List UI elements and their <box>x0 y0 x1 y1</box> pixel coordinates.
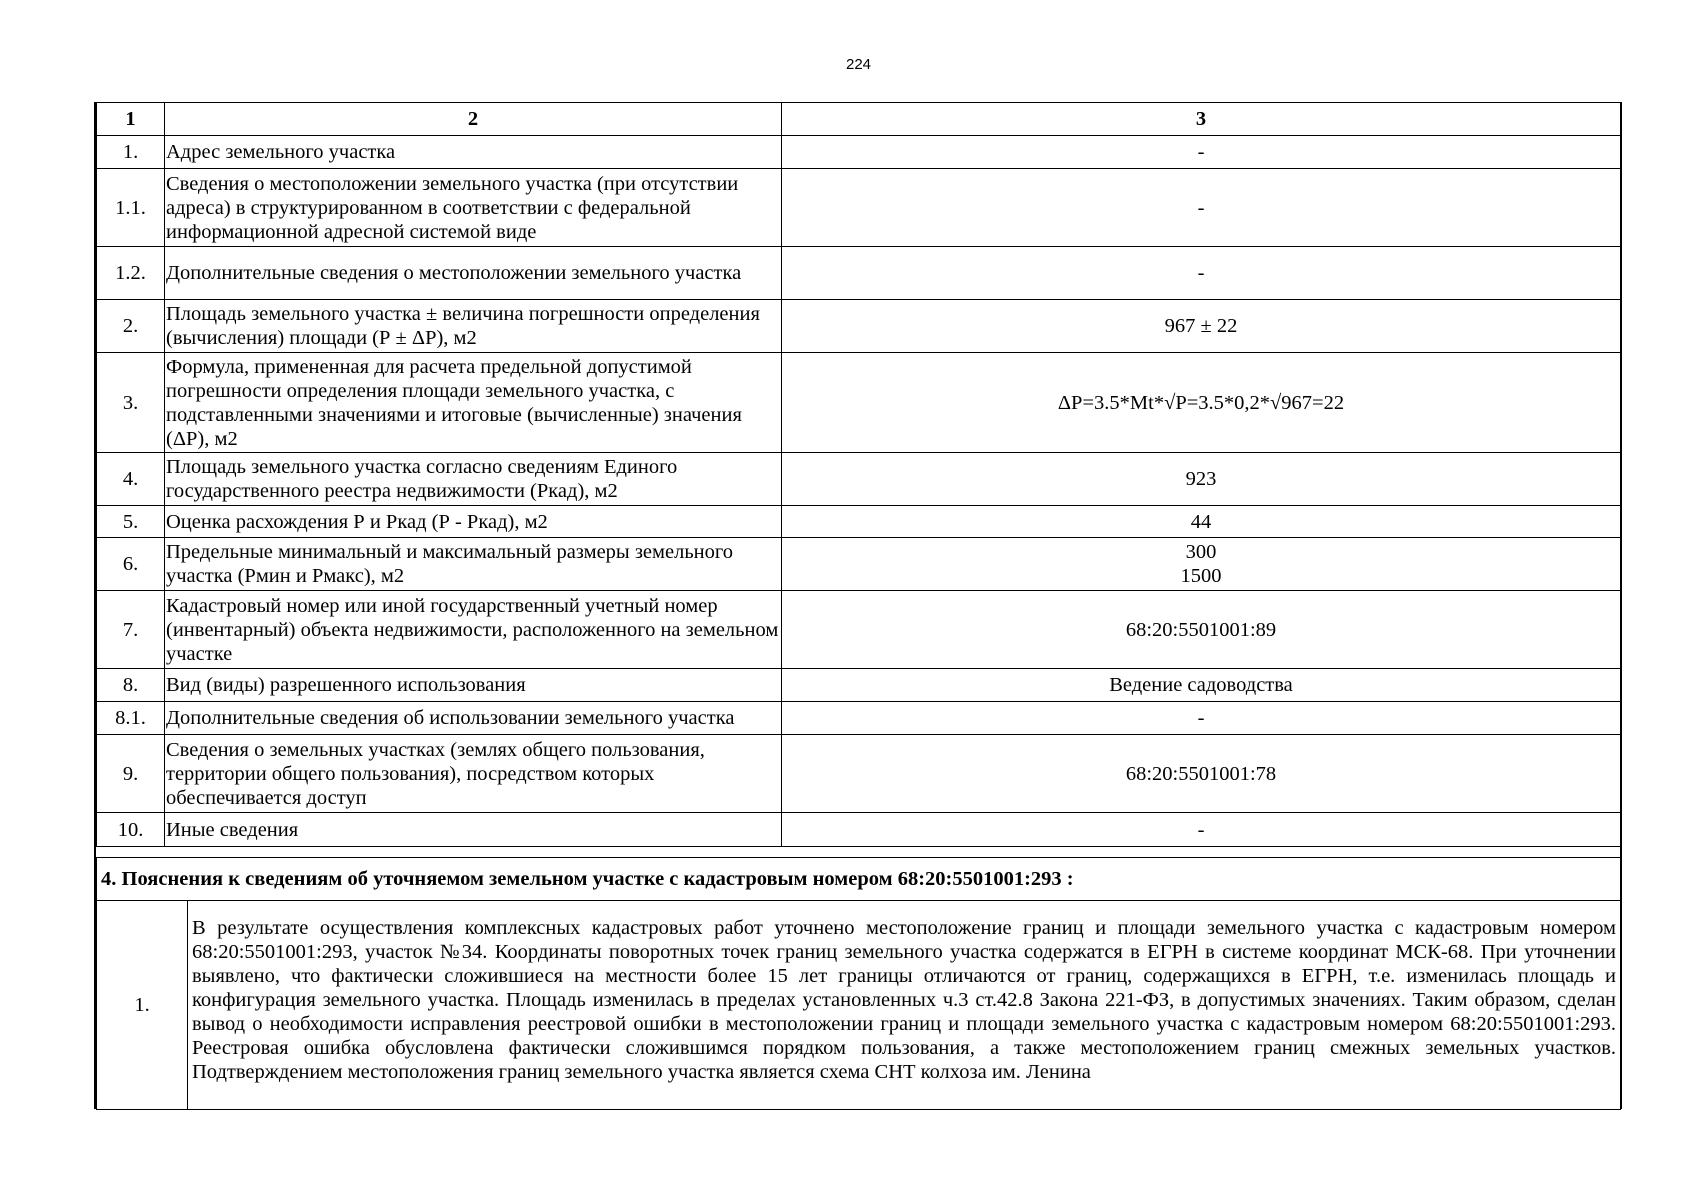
table-row <box>97 538 1621 591</box>
row-value: - <box>782 813 1621 847</box>
row-number: 1.2. <box>97 247 165 300</box>
row-number: 10. <box>97 813 165 847</box>
row-label: Кадастровый номер или иной государственный учетный номер (инвентарный) объекта недвижимости, расположенного на земельном участке <box>165 591 782 669</box>
row-value: - <box>782 169 1621 247</box>
row-value: - <box>782 247 1621 300</box>
section-4-title: 4. Пояснения к сведениям об уточняемом земельном участке с кадастровым номером 68:20:5501001:293 : <box>97 858 1621 901</box>
row-label: Адрес земельного участка <box>165 136 782 169</box>
table-row <box>97 813 1621 847</box>
table-row <box>97 591 1621 669</box>
table-row <box>97 735 1621 813</box>
table-row <box>97 300 1621 353</box>
row-label: Площадь земельного участка согласно сведениям Единого государственного реестра недвижимости (Ркад), м2 <box>165 453 782 506</box>
table-row <box>97 453 1621 506</box>
row-value: - <box>782 136 1621 169</box>
table-row <box>97 169 1621 247</box>
header-col-3: 3 <box>782 103 1621 136</box>
table-row <box>97 136 1621 169</box>
row-number: 7. <box>97 591 165 669</box>
table-header-row <box>97 103 1621 136</box>
header-col-1: 1 <box>97 103 165 136</box>
row-number: 1.1. <box>97 169 165 247</box>
row-label: Дополнительные сведения о местоположении земельного участка <box>165 247 782 300</box>
row-label: Иные сведения <box>165 813 782 847</box>
row-label: Вид (виды) разрешенного использования <box>165 669 782 702</box>
table-row <box>97 353 1621 453</box>
row-number: 5. <box>97 506 165 538</box>
section-4-item-number: 1. <box>97 901 188 1110</box>
row-value: 44 <box>782 506 1621 538</box>
section-4-item-text: В результате осуществления комплексных кадастровых работ уточнено местоположение границ и площади земельного участка с кадастровым номером 68:20:5501001:293, участок №34. Координаты поворотных точек границ земельного участка содержатся в ЕГРН в системе координат МСК-68. При уточнении выявлено, что фактически сложившиеся на местности более 15 лет границы отличаются от границ, содержащихся в ЕГРН, т.е. изменилась площадь и конфигурация земельного участка. Площадь изменилась в пределах установленных ч.3 ст.42.8 Закона 221-ФЗ, в допустимых значениях. Таким образом, сделан вывод о необходимости исправления реестровой ошибки в местоположении границ и площади земельного участка с кадастровым номером 68:20:5501001:293. Реестровая ошибка обусловлена фактически сложившимся порядком пользования, а также местоположением границ смежных земельных участков. Подтверждением местоположения границ земельного участка является схема СНТ колхоза им. Ленина <box>188 901 1621 1110</box>
land-plot-info-table <box>96 102 1621 847</box>
row-label: Оценка расхождения Р и Ркад (Р - Ркад), м2 <box>165 506 782 538</box>
row-number: 1. <box>97 136 165 169</box>
section-4-item-row <box>97 901 1621 1110</box>
section-4-explanations <box>96 857 1621 1110</box>
row-label: Площадь земельного участка ± величина погрешности определения (вычисления) площади (Р ± ΔР), м2 <box>165 300 782 353</box>
row-number: 4. <box>97 453 165 506</box>
table-row <box>97 506 1621 538</box>
table-row <box>97 247 1621 300</box>
row-value: 68:20:5501001:78 <box>782 735 1621 813</box>
header-col-2: 2 <box>165 103 782 136</box>
min-size-value: 300 <box>1185 541 1217 563</box>
table-row <box>97 669 1621 702</box>
row-value: - <box>782 702 1621 735</box>
row-number: 8.1. <box>97 702 165 735</box>
row-number: 3. <box>97 353 165 453</box>
row-label: Формула, примененная для расчета предельной допустимой погрешности определения площади земельного участка, с подставленными значениями и итоговые (вычисленные) значения (ΔР), м2 <box>165 353 782 453</box>
row-number: 8. <box>97 669 165 702</box>
row-value: Ведение садоводства <box>782 669 1621 702</box>
row-label: Предельные минимальный и максимальный размеры земельного участка (Рмин и Рмакс), м2 <box>165 538 782 591</box>
max-size-value: 1500 <box>1180 565 1222 587</box>
row-label: Сведения о земельных участках (землях общего пользования, территории общего пользования), посредством которых обеспечивается доступ <box>165 735 782 813</box>
row-value: 68:20:5501001:89 <box>782 591 1621 669</box>
section-4-title-row <box>97 858 1621 901</box>
row-value: 923 <box>782 453 1621 506</box>
row-value: 967 ± 22 <box>782 300 1621 353</box>
table-row <box>97 702 1621 735</box>
row-number: 6. <box>97 538 165 591</box>
row-number: 2. <box>97 300 165 353</box>
row-label: Сведения о местоположении земельного участка (при отсутствии адреса) в структурированном в соответствии с федеральной информационной адресной системой виде <box>165 169 782 247</box>
row-number: 9. <box>97 735 165 813</box>
row-value: ΔP=3.5*Mt*√P=3.5*0,2*√967=22 <box>782 353 1621 453</box>
row-label: Дополнительные сведения об использовании земельного участка <box>165 702 782 735</box>
row-value <box>782 538 1621 591</box>
page-number: 224 <box>845 56 872 73</box>
